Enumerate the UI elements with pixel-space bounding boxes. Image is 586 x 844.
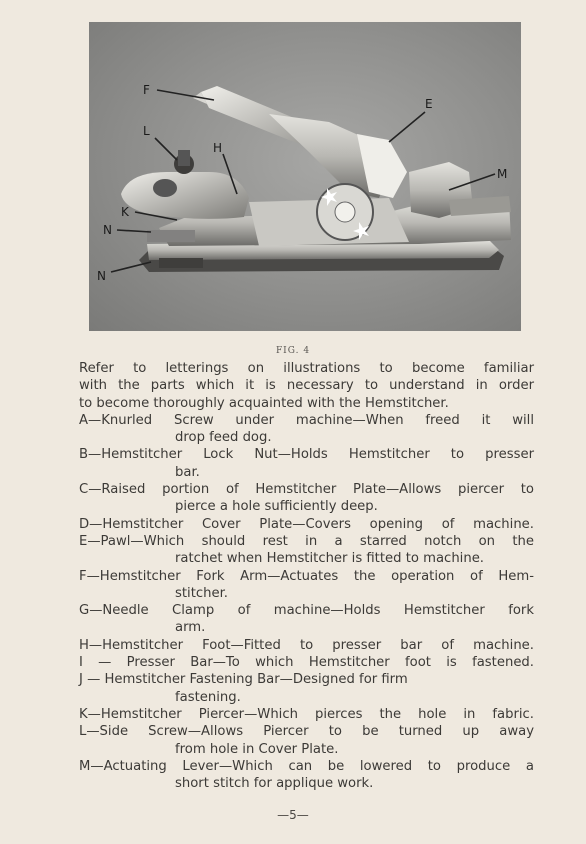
label-n-lower: N	[97, 269, 106, 283]
part-item-d	[79, 516, 534, 533]
part-item-cont: bar.	[175, 464, 200, 480]
part-item-line: B—Hemstitcher Lock Nut—Holds Hemstitcher to presser	[79, 447, 534, 463]
part-item-c	[79, 481, 534, 516]
part-item-line: M—Actuating Lever—Which can be lowered to produce a	[79, 758, 534, 774]
part-item-k	[79, 706, 534, 723]
part-item-line: K—Hemstitcher Piercer—Which pierces the hole in fabric.	[79, 706, 534, 722]
intro-line: with the parts which it is necessary to understand in order	[79, 378, 534, 394]
page-number: —5—	[277, 808, 309, 822]
part-item-line: C—Raised portion of Hemstitcher Plate—Allows piercer to	[79, 482, 534, 498]
part-item-line: A—Knurled Screw under machine—When freed it will	[79, 412, 534, 428]
part-item-cont: drop feed dog.	[175, 430, 272, 446]
part-item-cont: pierce a hole sufficiently deep.	[175, 499, 378, 515]
part-item-cont: stitcher.	[175, 585, 228, 601]
part-item-line: L—Side Screw—Allows Piercer to be turned up away	[79, 724, 534, 740]
part-item-cont: short stitch for applique work.	[175, 776, 374, 792]
part-item-b	[79, 446, 534, 481]
label-h: H	[213, 141, 223, 155]
part-item-line: I — Presser Bar—To which Hemstitcher foot is fastened.	[79, 655, 534, 671]
intro-line: Refer to letterings on illustrations to become familiar	[79, 361, 534, 376]
part-item-line: F—Hemstitcher Fork Arm—Actuates the operation of Hem-	[79, 568, 534, 584]
hemstitcher-illustration	[89, 22, 521, 331]
part-item-line: J — Hemstitcher Fastening Bar—Designed for firm	[79, 672, 408, 688]
part-item-m	[79, 758, 534, 793]
part-item-h	[79, 637, 534, 654]
part-item-line: E—Pawl—Which should rest in a starred notch on the	[79, 533, 534, 549]
label-m: M	[497, 167, 508, 181]
part-item-cont: from hole in Cover Plate.	[175, 741, 339, 757]
part-item-cont: ratchet when Hemstitcher is fitted to machine.	[175, 551, 484, 567]
part-item-line: G—Needle Clamp of machine—Holds Hemstitcher fork	[79, 603, 534, 619]
part-item-l	[79, 723, 534, 758]
part-item-a	[79, 412, 534, 447]
part-item-e	[79, 533, 534, 568]
part-item-j	[79, 671, 534, 706]
part-item-i	[79, 654, 534, 671]
label-k: K	[121, 205, 129, 219]
label-n-upper: N	[103, 223, 112, 237]
part-item-g	[79, 602, 534, 637]
label-l: L	[143, 124, 150, 138]
part-item-cont: arm.	[175, 620, 206, 636]
part-item-f	[79, 568, 534, 603]
parts-text	[79, 360, 534, 792]
part-item-line: D—Hemstitcher Cover Plate—Covers opening of machine.	[79, 516, 534, 532]
label-e: E	[425, 97, 433, 111]
figure-caption: FIG. 4	[275, 346, 311, 356]
label-f: F	[143, 83, 150, 97]
intro-line: to become thoroughly acquainted with the Hemstitcher.	[79, 395, 449, 411]
part-item-cont: fastening.	[175, 689, 241, 705]
hemstitcher-photo	[89, 22, 521, 331]
part-item-line: H—Hemstitcher Foot—Fitted to presser bar of machine.	[79, 637, 534, 653]
